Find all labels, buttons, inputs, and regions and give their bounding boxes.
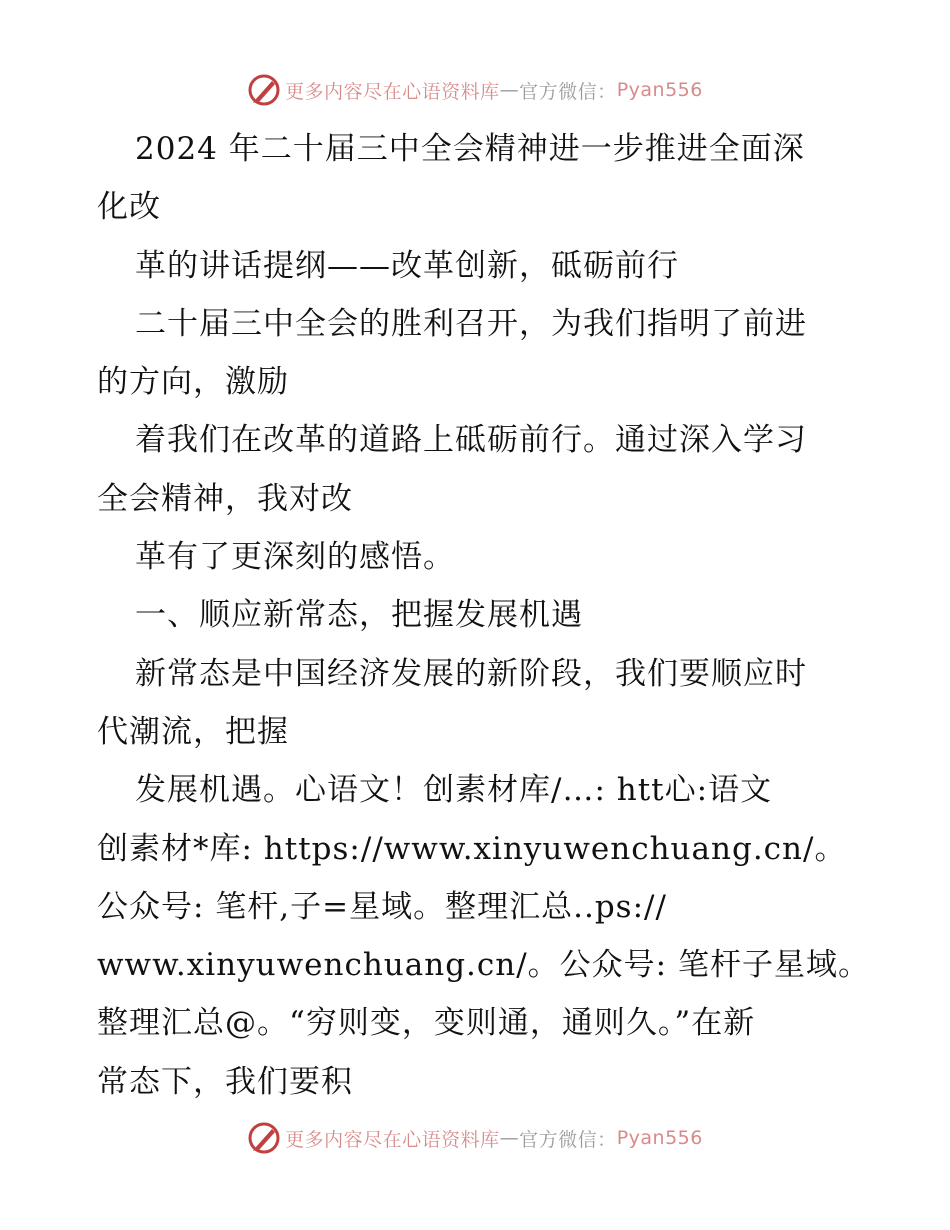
text-line: 全会精神，我对改 [97, 480, 353, 517]
pen-logo-icon [247, 1121, 281, 1155]
text-line: 着我们在改革的道路上砥砺前行。通过深入学习 [135, 422, 807, 459]
text-line: 的方向，激励 [97, 364, 289, 401]
text-line: 2024 年二十届三中全会精神进一步推进全面深 [135, 131, 805, 167]
text-line: 一、顺应新常态，把握发展机遇 [135, 597, 583, 634]
text-line: 创素材*库: https://www.xinyuwenchuang.cn/。 [97, 830, 847, 867]
text-line: 革的讲话提纲——改革创新，砥砺前行 [135, 247, 679, 284]
watermark-wechat-id: Pyan556 [616, 1127, 703, 1149]
watermark-dash: — [499, 1127, 520, 1149]
watermark-wechat-id: Pyan556 [616, 79, 703, 101]
text-line: 新常态是中国经济发展的新阶段，我们要顺应时 [135, 655, 807, 692]
document-body [97, 120, 870, 1111]
pen-logo-icon [247, 73, 281, 107]
watermark-sub-text: 官方微信： [519, 80, 617, 103]
watermark-footer [0, 1118, 950, 1158]
text-line: 代潮流，把握 [97, 713, 289, 750]
text-line: 公众号: 笔杆,子=星域。整理汇总..ps:// [97, 888, 667, 925]
text-line: 化改 [97, 189, 161, 226]
text-line: www.xinyuwenchuang.cn/。公众号: 笔杆子星域。 [97, 947, 870, 984]
text-line: 二十届三中全会的胜利召开，为我们指明了前进 [135, 305, 807, 342]
watermark-header [0, 70, 950, 110]
watermark-sub-text: 官方微信： [519, 1128, 617, 1151]
text-line: 革有了更深刻的感悟。 [135, 539, 455, 576]
watermark-main-text: 更多内容尽在心语资料库 [285, 1128, 500, 1151]
text-line: 常态下，我们要积 [97, 1063, 353, 1100]
watermark-main-text: 更多内容尽在心语资料库 [285, 80, 500, 103]
text-line: 发展机遇。心语文！创素材库/…: htt心:语文 [135, 772, 773, 809]
watermark-dash: — [499, 79, 520, 101]
text-line: 整理汇总@。“穷则变，变则通，通则久。”在新 [97, 1005, 756, 1042]
